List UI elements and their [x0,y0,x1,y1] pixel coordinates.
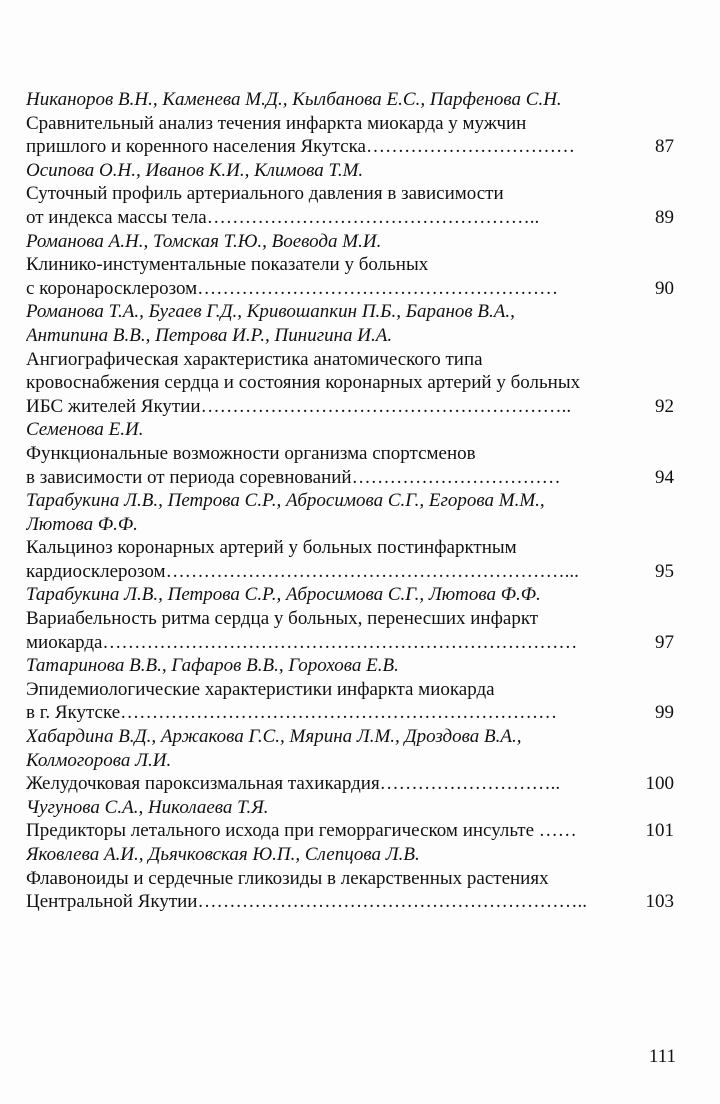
entry-authors: Никаноров В.Н., Каменева М.Д., Кылбанова Е.С., Парфенова С.Н. [26,89,562,110]
entry-authors: Яковлева А.И., Дьячковская Ю.П., Слепцова Л.В. [26,844,420,865]
toc-entry [26,843,674,914]
entry-authors: Тарабукина Л.В., Петрова С.Р., Абросимова С.Г., Лютова Ф.Ф. [26,584,541,606]
toc-entry [26,88,674,159]
toc-entry [26,230,674,301]
entry-title: Вариабельность ритма сердца у больных, перенесших инфаркт [26,608,539,630]
toc-entry [26,583,674,654]
entry-title-last-line[interactable] [26,135,674,159]
entry-title-last-line[interactable] [26,560,674,584]
toc-entry [26,796,674,843]
entry-authors: Семенова Е.И. [26,419,144,441]
entry-title-last-line[interactable] [26,631,674,655]
entry-authors: Лютова Ф.Ф. [26,513,138,535]
entry-page-number: 89 [655,206,674,228]
entry-title: кровоснабжения сердца и состояния коронарных артерий у больных [26,372,581,394]
entry-title: Сравнительный анализ течения инфаркта миокарда у мужчин [26,112,527,134]
entry-page-number: 100 [645,773,674,795]
entry-authors: Романова А.Н., Томская Т.Ю., Воевода М.И. [26,230,382,252]
toc-entry [26,418,674,489]
entry-authors: Антипина В.В., Петрова И.Р., Пинигина И.А. [26,324,393,346]
entry-title-last-line[interactable] [26,395,674,419]
entry-title-last-line[interactable] [26,466,674,490]
entry-page-number: 92 [655,395,674,417]
entry-title-last-line[interactable] [26,890,674,914]
entry-authors: Татаринова В.В., Гафаров В.В., Горохова Е.В. [26,655,399,677]
entry-title-text: Центральной Якутии…………………………………………………….. [26,891,587,913]
entry-title-last-line[interactable] [26,819,674,843]
entry-page-number: 90 [655,277,674,299]
entry-authors: Тарабукина Л.В., Петрова С.Р., Абросимова С.Г., Егорова М.М., [26,490,545,512]
entry-title-text: от индекса массы тела…………………………………………….. [26,206,540,228]
entry-authors: Хабардина В.Д., Аржакова Г.С., Мярина Л.М., Дроздова В.А., [26,726,522,748]
toc-entry [26,159,674,230]
entry-authors: Романова Т.А., Бугаев Г.Д., Кривошапкин П.Б., Баранов В.А., [26,301,515,323]
toc-entry [26,489,674,583]
entry-page-number: 87 [655,136,674,158]
entry-authors: Чугунова С.А., Николаева Т.Я. [26,796,269,818]
entry-title: Эпидемиологические характеристики инфаркта миокарда [26,678,495,700]
table-of-contents [26,88,674,914]
entry-title-text: с коронаросклерозом………………………………………………… [26,277,559,299]
entry-page-number: 103 [645,891,674,913]
entry-authors: Колмогорова Л.И. [26,749,172,771]
entry-title-text: в г. Якутске…………………………………………………………… [26,702,558,724]
entry-title: Ангиографическая характеристика анатомического типа [26,348,483,370]
entry-title: Флавоноиды и сердечные гликозиды в лекарственных растениях [26,867,549,889]
entry-title-text: пришлого и коренного населения Якутска…………………………… [26,136,575,158]
entry-page-number: 101 [645,820,674,842]
page-number: 111 [648,1046,676,1067]
entry-title-text: кардиосклерозом………………………………………………………... [26,560,579,582]
entry-title-text: ИБС жителей Якутии………………………………………………….. [26,395,572,417]
entry-title: Функциональные возможности организма спортсменов [26,442,476,464]
toc-entry [26,654,674,725]
entry-page-number: 94 [655,466,674,488]
entry-title: Суточный профиль артериального давления в зависимости [26,183,504,205]
entry-title-last-line[interactable] [26,277,674,301]
entry-title-text: в зависимости от периода соревнований…………………………… [26,466,561,488]
toc-entry [26,725,674,796]
entry-title-text: миокарда………………………………………………………………… [26,631,578,653]
toc-entry [26,300,674,418]
entry-authors: Осипова О.Н., Иванов К.И., Климова Т.М. [26,159,364,181]
entry-page-number: 99 [655,702,674,724]
entry-title-last-line[interactable] [26,701,674,725]
entry-page-number: 97 [655,631,674,653]
entry-title: Кальциноз коронарных артерий у больных постинфарктным [26,537,517,559]
entry-title-text: Желудочковая пароксизмальная тахикардия……………………….. [26,773,561,795]
entry-title: Клинико-инстументальные показатели у больных [26,254,429,276]
entry-title-last-line[interactable] [26,206,674,230]
entry-page-number: 95 [655,560,674,582]
entry-title-last-line[interactable] [26,772,674,796]
entry-title-text: Предикторы летального исхода при геморрагическом инсульте …… [26,820,577,842]
